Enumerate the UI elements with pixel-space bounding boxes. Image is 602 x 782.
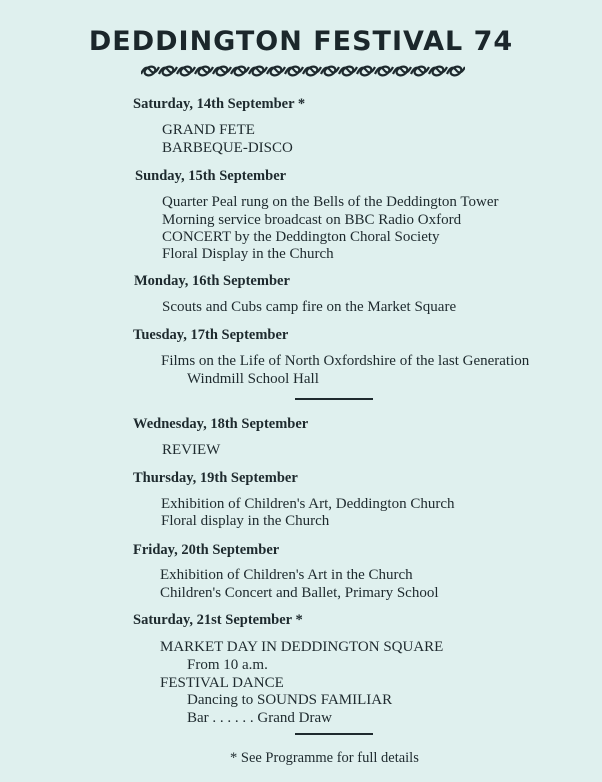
event-line: Floral Display in the Church (162, 246, 334, 262)
footnote: * See Programme for full details (230, 750, 419, 766)
event-line: Exhibition of Children's Art, Deddington Church (161, 496, 455, 512)
event-line: BARBEQUE-DISCO (162, 140, 293, 156)
divider-rule (295, 733, 373, 735)
event-line: Children's Concert and Ballet, Primary School (160, 585, 439, 601)
day-heading-wed-18: Wednesday, 18th September (133, 416, 309, 432)
event-line: Morning service broadcast on BBC Radio Oxford (162, 212, 462, 228)
event-line: From 10 a.m. (187, 657, 268, 673)
day-heading-thu-19: Thursday, 19th September (133, 470, 298, 486)
event-line: REVIEW (162, 442, 221, 458)
event-line: GRAND FETE (162, 122, 255, 138)
event-line: FESTIVAL DANCE (160, 675, 284, 691)
page-title: DEDDINGTON FESTIVAL 74 (88, 26, 514, 57)
day-heading-sat-14: Saturday, 14th September * (133, 96, 306, 112)
event-line: CONCERT by the Deddington Choral Society (162, 229, 440, 245)
event-line: Exhibition of Children's Art in the Church (160, 567, 413, 583)
event-line: Bar . . . . . . Grand Draw (187, 710, 332, 726)
day-heading-sun-15: Sunday, 15th September (135, 168, 287, 184)
day-heading-fri-20: Friday, 20th September (133, 542, 280, 558)
event-line: MARKET DAY IN DEDDINGTON SQUARE (160, 639, 444, 655)
event-line: Scouts and Cubs camp fire on the Market Square (162, 299, 457, 315)
event-line: Floral display in the Church (161, 513, 330, 529)
chain-ornament-icon (141, 62, 465, 80)
day-heading-mon-16: Monday, 16th September (134, 273, 290, 289)
event-line: Windmill School Hall (187, 371, 319, 387)
divider-rule (295, 398, 373, 400)
event-line: Quarter Peal rung on the Bells of the Deddington Tower (162, 194, 499, 210)
day-heading-tue-17: Tuesday, 17th September (133, 327, 289, 343)
event-line: Dancing to SOUNDS FAMILIAR (187, 692, 393, 708)
event-line: Films on the Life of North Oxfordshire of the last Generation (161, 353, 530, 369)
day-heading-sat-21: Saturday, 21st September * (133, 612, 303, 628)
